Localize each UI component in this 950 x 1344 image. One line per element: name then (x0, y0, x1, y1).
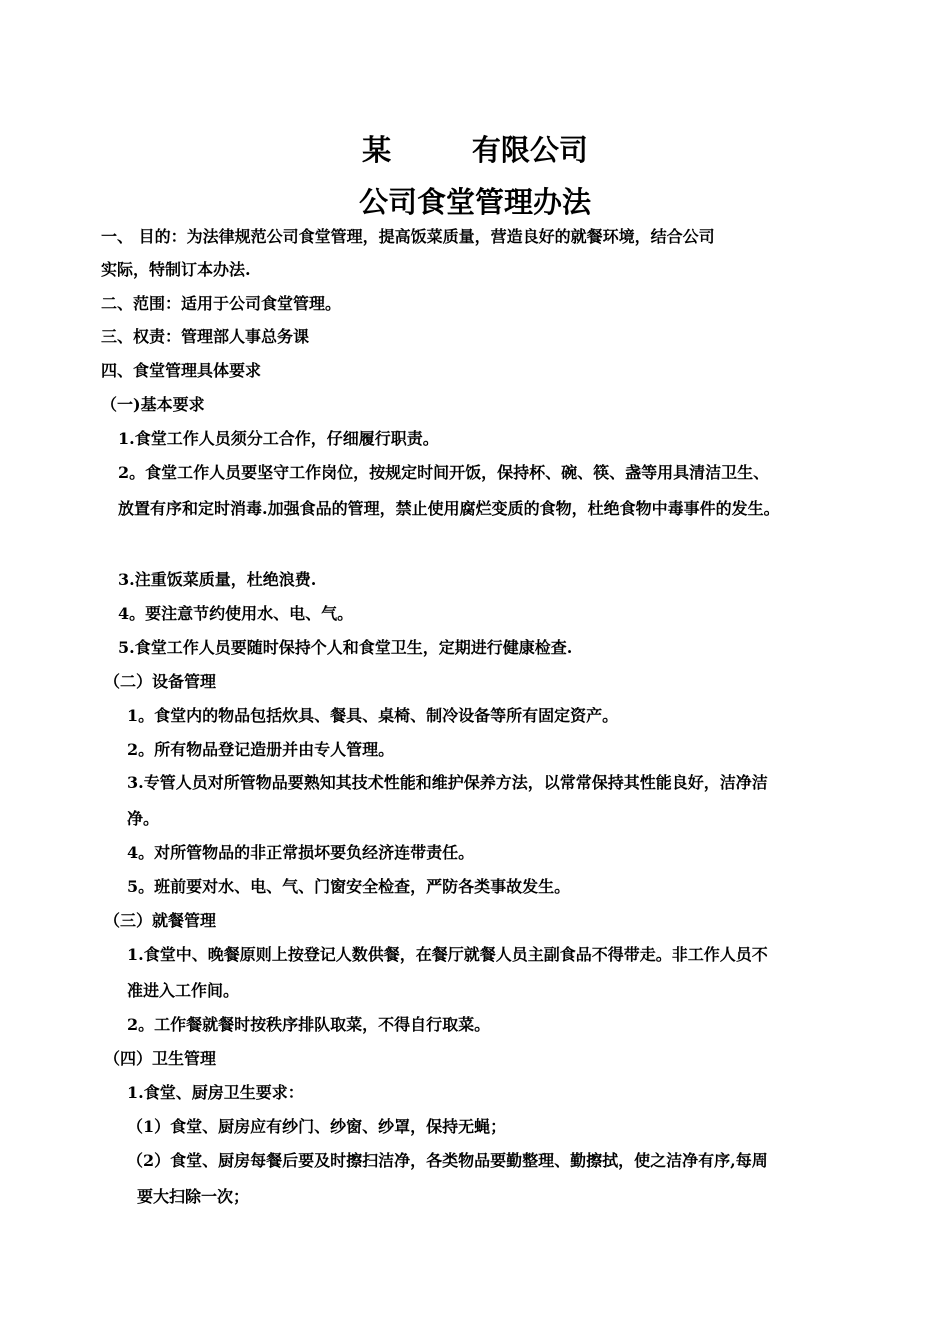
text-line: 1.食堂工作人员须分工合作，仔细履行职责。 (118, 429, 439, 448)
text-line: 净。 (127, 809, 160, 828)
document-title: 公司食堂管理办法 (358, 185, 591, 219)
text-line: 实际，特制订本办法. (101, 260, 251, 279)
text-line: 2。食堂工作人员要坚守工作岗位，按规定时间开饭，保持杯、碗、筷、盏等用具清洁卫生、 (118, 463, 770, 482)
text-line: 要大扫除一次； (137, 1187, 250, 1206)
section-heading: （三）就餐管理 (104, 911, 217, 930)
section-heading: （二）设备管理 (104, 672, 217, 691)
text-line: 5.食堂工作人员要随时保持个人和食堂卫生，定期进行健康检查. (118, 638, 573, 657)
text-line: 2。工作餐就餐时按秩序排队取菜，不得自行取菜。 (127, 1015, 491, 1034)
text-line: 3.专管人员对所管物品要熟知其技术性能和维护保养方法，以常常保持其性能良好，洁净洁 (127, 773, 768, 792)
text-line: 三、权责：管理部人事总务课 (101, 327, 310, 346)
text-line: 3.注重饭菜质量，杜绝浪费. (118, 570, 317, 589)
text-line: 5。班前要对水、电、气、门窗安全检查，严防各类事故发生。 (127, 877, 571, 896)
text-line: 放置有序和定时消毒.加强食品的管理，禁止使用腐烂变质的食物，杜绝食物中毒事件的发生。 (118, 499, 780, 518)
text-line: 4。要注意节约使用水、电、气。 (118, 604, 354, 623)
text-line: （2）食堂、厨房每餐后要及时擦扫洁净，各类物品要勤整理、勤擦拭，使之洁净有序,每周 (127, 1151, 768, 1170)
text-line: 二、范围：适用于公司食堂管理。 (101, 294, 342, 313)
company-title: 某 有限公司 (362, 133, 588, 167)
text-line: 四、食堂管理具体要求 (101, 361, 262, 380)
section-heading: （四）卫生管理 (104, 1049, 217, 1068)
text-line: 1.食堂、厨房卫生要求： (127, 1083, 304, 1102)
text-line: 一、 目的：为法律规范公司食堂管理，提高饭菜质量，营造良好的就餐环境，结合公司 (101, 227, 715, 246)
section-heading: （一)基本要求 (101, 395, 205, 414)
text-line: 2。所有物品登记造册并由专人管理。 (127, 740, 395, 759)
text-line: 1。食堂内的物品包括炊具、餐具、桌椅、制冷设备等所有固定资产。 (127, 706, 619, 725)
text-line: 4。对所管物品的非正常损坏要负经济连带责任。 (127, 843, 475, 862)
text-line: 准进入工作间。 (127, 981, 240, 1000)
text-line: 1.食堂中、晚餐原则上按登记人数供餐，在餐厅就餐人员主副食品不得带走。非工作人员不 (127, 945, 768, 964)
text-line: （1）食堂、厨房应有纱门、纱窗、纱罩，保持无蝇； (127, 1117, 507, 1136)
